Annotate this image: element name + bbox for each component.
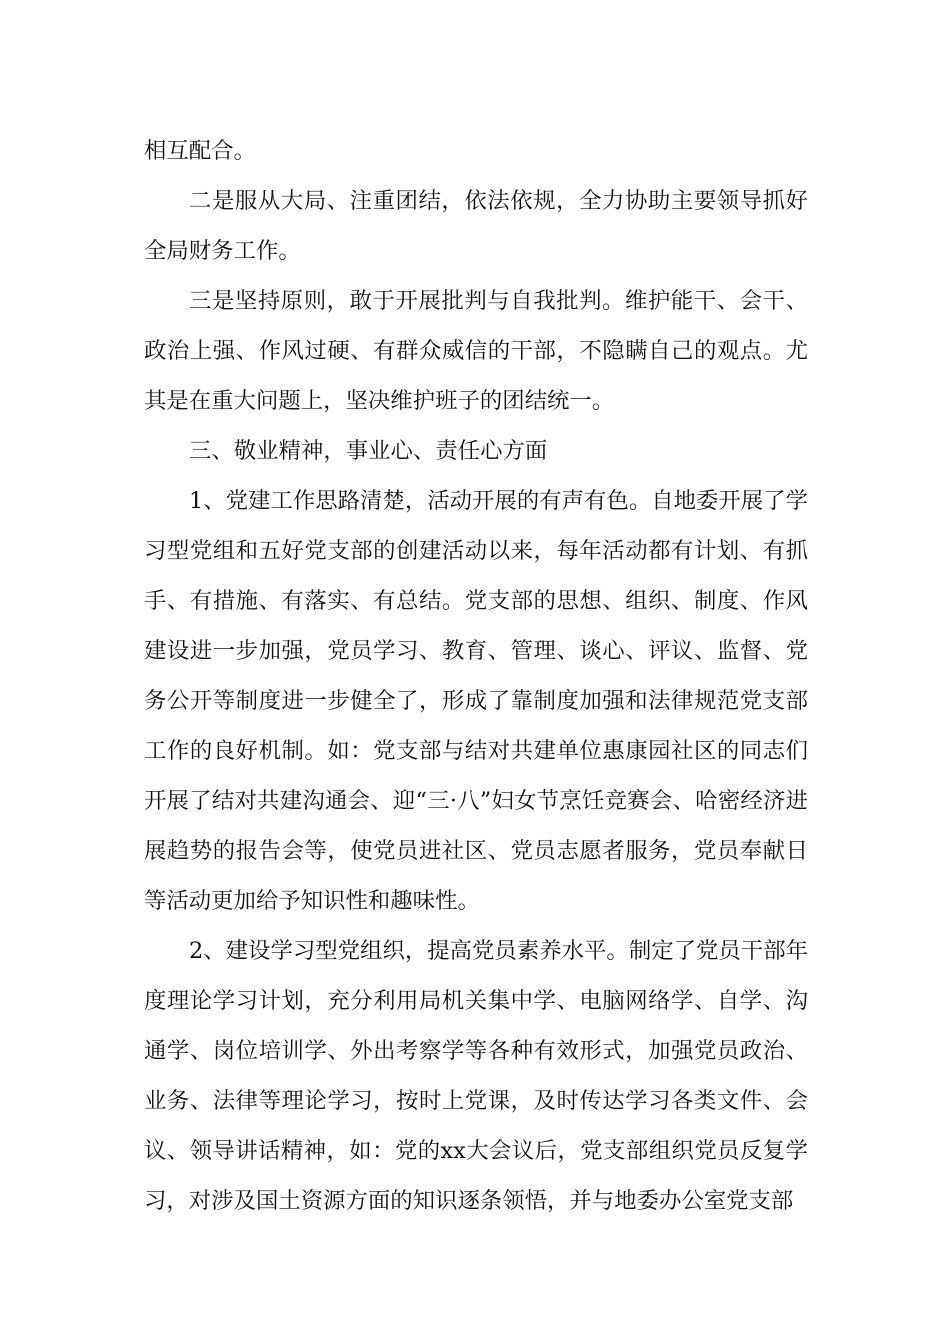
section-heading: 三、敬业精神，事业心、责任心方面 [189, 438, 548, 464]
document-body [144, 126, 808, 1226]
paragraph-1: 相互配合。 [144, 138, 256, 164]
paragraph-6: 2、建设学习型党组织，提高党员素养水平。制定了党员干部年度理论学习计划，充分利用局机关集中学、电脑网络学、自学、沟通学、岗位培训学、外出考察学等各种有效形式，加强党员政治、业务、法律等理论学习，按时上党课，及时传达学习各类文件、会议、领导讲话精神，如：党的xx大会议后，党支部组织党员反复学习，对涉及国土资源方面的知识逐条领悟，并与地委办公室党支部 [144, 938, 808, 1214]
paragraph-5: 1、党建工作思路清楚，活动开展的有声有色。自地委开展了学习型党组和五好党支部的创建活动以来，每年活动都有计划、有抓手、有措施、有落实、有总结。党支部的思想、组织、制度、作风建设进一步加强，党员学习、教育、管理、谈心、评议、监督、党务公开等制度进一步健全了，形成了靠制度加强和法律规范党支部工作的良好机制。如：党支部与结对共建单位惠康园社区的同志们开展了结对共建沟通会、迎“三·八”妇女节烹饪竞赛会、哈密经济进展趋势的报告会等，使党员进社区、党员志愿者服务，党员奉献日等活动更加给予知识性和趣味性。 [144, 488, 808, 914]
paragraph-3: 三是坚持原则，敢于开展批判与自我批判。维护能干、会干、政治上强、作风过硬、有群众威信的干部，不隐瞒自己的观点。尤其是在重大问题上，坚决维护班子的团结统一。 [144, 288, 808, 414]
paragraph-2: 二是服从大局、注重团结，依法依规，全力协助主要领导抓好全局财务工作。 [144, 188, 808, 264]
